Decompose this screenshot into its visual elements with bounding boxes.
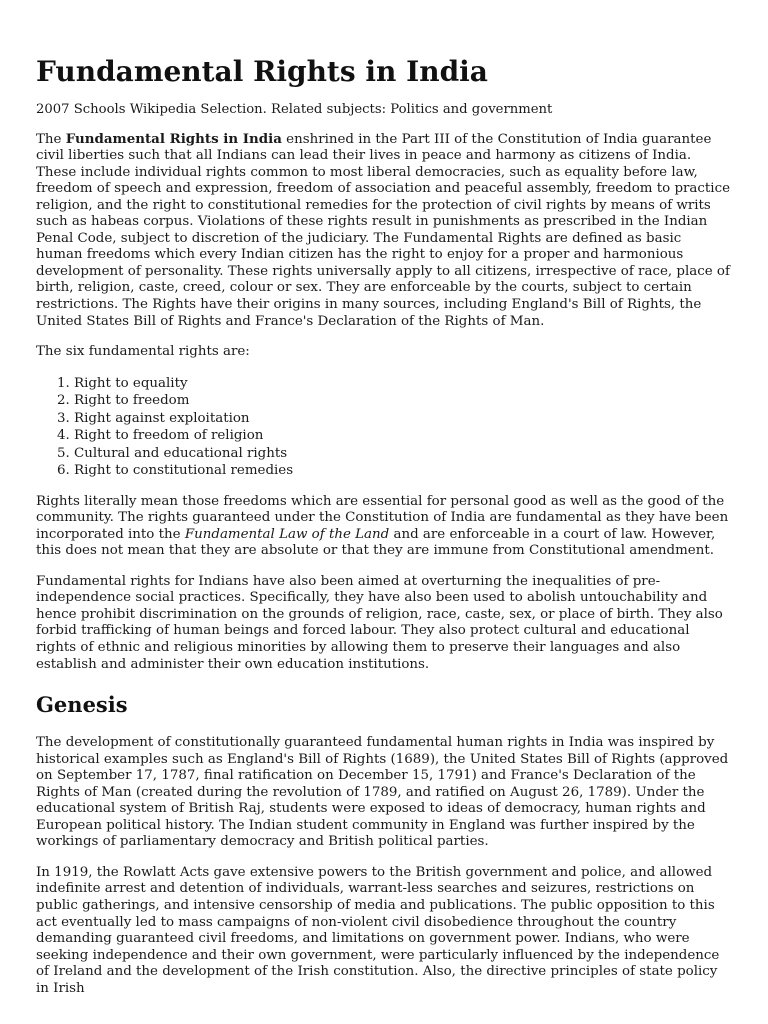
list-item: 2. Right to freedom — [74, 392, 732, 410]
list-item: 5. Cultural and educational rights — [74, 445, 732, 463]
list-item: 3. Right against exploitation — [74, 410, 732, 428]
list-intro: The six fundamental rights are: — [36, 344, 250, 360]
section-heading-genesis: Genesis — [36, 692, 128, 718]
intro-paragraph — [36, 131, 732, 331]
social-practices-paragraph: Fundamental rights for Indians have also been aimed at overturning the inequalities of pre-independence social practices. Specifically, they have also been used to abolish untouchability and hence prohibit discrimination on the grounds of religion, race, caste, sex, or place of birth. They also forbid trafficking of human beings and forced labour. They also protect cultural and educational rights of ethnic and religious minorities by allowing them to preserve their languages and also establish and administer their own education institutions. — [36, 573, 723, 672]
article-subtitle: 2007 Schools Wikipedia Selection. Related subjects: Politics and government — [36, 102, 553, 117]
genesis-paragraph-1: The development of constitutionally guaranteed fundamental human rights in India was inspired by historical examples such as England's Bill of Rights (1689), the United States Bill of Rights (approved on September 17, 1787, final ratification on December 15, 1791) and France's Declaration of the Rights of Man (created during the revolution of 1789, and ratified on August 26, 1789). Under the educational system of British Raj, students were exposed to ideas of democracy, human rights and European political history. The Indian student community in England was further inspired by the workings of parliamentary democracy and British political parties. — [36, 735, 729, 850]
rights-meaning-paragraph — [36, 494, 732, 560]
list-item: 6. Right to constitutional remedies — [74, 462, 732, 480]
rights-meaning-after: and are enforceable in a court of law. However, this does not mean that they are absolute or that they are immune from Constitutional amendment. — [36, 526, 716, 559]
list-item: 1. Right to equality — [74, 375, 732, 393]
rights-meaning-italic: Fundamental Law of the Land — [184, 526, 390, 542]
genesis-paragraph-2: In 1919, the Rowlatt Acts gave extensive powers to the British government and police, and allowed indefinite arrest and detention of individuals, warrant-less searches and seizures, restrictions on public gatherings, and intensive censorship of media and publications. The public opposition to this act eventually led to mass campaigns of non-violent civil disobedience throughout the country demanding guaranteed civil freedoms, and limitations on government power. Indians, who were seeking independence and their own government, were particularly influenced by the independence of Ireland and the development of the Irish constitution. Also, the directive principles of state policy in Irish — [36, 864, 720, 996]
rights-list — [36, 375, 732, 480]
page-title: Fundamental Rights in India — [36, 55, 488, 88]
rights-meaning-before: Rights literally mean those freedoms which are essential for personal good as well as the good of the community. The rights guaranteed under the Constitution of India are fundamental as they have been incorporated into the — [36, 493, 729, 542]
intro-bold-term: Fundamental Rights in India — [65, 130, 282, 147]
intro-rest: enshrined in the Part III of the Constitution of India guarantee civil liberties such that all Indians can lead their lives in peace and harmony as citizens of India. These include individual rights common to most liberal democracies, such as equality before law, freedom of speech and expression, freedom of association and peaceful assembly, freedom to practice religion, and the right to constitutional remedies for the protection of civil rights by means of writs such as habeas corpus. Violations of these rights result in punishments as prescribed in the Indian Penal Code, subject to discretion of the judiciary. The Fundamental Rights are defined as basic human freedoms which every Indian citizen has the right to enjoy for a proper and harmonious development of personality. These rights universally apply to all citizens, irrespective of race, place of birth, religion, caste, creed, colour or sex. They are enforceable by the courts, subject to certain restrictions. The Rights have their origins in many sources, including England's Bill of Rights, the United States Bill of Rights and France's Declaration of the Rights of Man. — [36, 131, 731, 329]
list-item: 4. Right to freedom of religion — [74, 427, 732, 445]
intro-lead: The — [36, 131, 66, 147]
